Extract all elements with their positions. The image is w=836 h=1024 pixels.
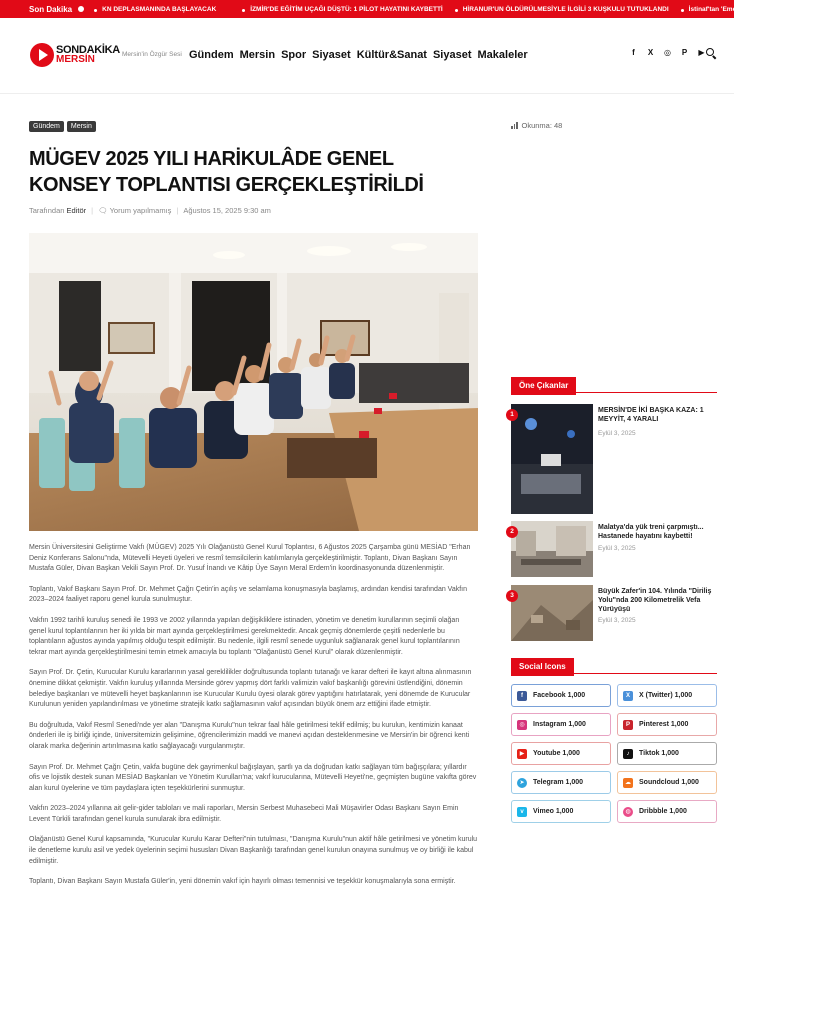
main-nav (189, 49, 528, 61)
site-tagline: Mersin'in Özgür Sesi (122, 51, 182, 58)
social-section-header: Social Icons (511, 656, 717, 674)
nav-item-kultur-sanat[interactable]: Kültür&Sanat (356, 49, 427, 61)
tiktok-icon: ♪ (623, 749, 633, 759)
comment-icon: 🗨 (98, 206, 108, 215)
featured-title[interactable]: MERSİN'DE İKİ BAŞKA KAZA: 1 MEYYİT, 4 YARALI (598, 407, 704, 423)
article-categories (29, 121, 96, 132)
article-paragraph: Vakfın 1992 tarihli kuruluş senedi ile 1993 ve 2002 yıllarında yapılan değişikliklere istinaden, yönetim ve denetim kurullarının seçimli olağan genel kurul toplantılarının her iki yılda bir mart ayında gerçekleştirilmesi gerekmektedir. Ancak geçmiş dönemlerde çeşitli nedenlerle bu toplantıların ağustos ayında yapılmış olduğu tespit edilmiştir. Bu nedenle, ilgili resmî senede uygunluk sağlanarak genel kurul toplantılarının tekrar mart ayında gerçekleştirilmesini temin etmek amacıyla bu toplantı "Olağanüstü Genel Kurul" olarak düzenlenmiştir. (29, 616, 460, 656)
featured-title[interactable]: Büyük Zafer'in 104. Yılında "Diriliş Yolu"nda 200 Kilometrelik Vefa Yürüyüşü (598, 588, 712, 613)
article-paragraph: Sayın Prof. Dr. Çetin, Kurucular Kurulu kararlarının yasal gereklilikler doğrultusunda toplantı tutanağı ve karar defteri ile kayıt altına alınmasının önemine dikkat çekmiştir. Vakfın kuruluş yıllarında Mersinde görev yapmış dört farklı valimizin vakıf başkanlığı görevini üstlendiğini, dönemin belediye başkanları ve mütevelli heyet başkanlarının ise Kurucular Kurulu üyesi olarak görev yaptığını hatırlatarak, yeni dönemde de Kurucular Kurulunun yeniden yapılandırılması ve yönetime stratejik katkı sağlamasının vakıf açısından büyük önem arz ettiğini ifade etmiştir. (29, 669, 472, 709)
featured-date: Eylül 3, 2025 (598, 617, 636, 624)
article-paragraph: Toplantı, Vakıf Başkanı Sayın Prof. Dr. Mehmet Çağrı Çetin'in açılış ve selamlama konuşmasıyla başlamış, ardından kendisi tarafından Vakfın 2023–2024 faaliyet raporu genel kurula sunulmuştur. (29, 585, 468, 604)
view-count: Okunma: 48 (511, 121, 562, 130)
social-youtube-button[interactable]: ▶ Youtube 1,000 (511, 742, 611, 765)
ticker-item[interactable]: KN DEPLASMANINDA BAŞLAYACAK (92, 6, 226, 13)
dribbble-icon: ◍ (623, 807, 633, 817)
article-paragraph: Bu doğrultuda, Vakıf Resmî Senedi'nde yer alan "Danışma Kurulu"nun tekrar faal hâle getirilmesi teklif edilmiş; bu kurulun, kentimizin kanaat önderleri ile iş birliği içinde, üniversitemizin gelişimine, öğrencilerimizin maddi ve manevi açıdan desteklenmesine ve Mersin'in bir öğrenci kenti olarak marka değerinin artırılmasına katkı sağlayacağı vurgulanmıştır. (29, 721, 470, 750)
soundcloud-icon: ☁ (623, 778, 633, 788)
header-social-links (629, 48, 706, 57)
site-logo[interactable] (30, 43, 120, 67)
featured-thumbnail[interactable] (511, 404, 593, 514)
social-twitter-button[interactable]: X X (Twitter) 1,000 (617, 684, 717, 707)
ticker-item[interactable]: İZMİR'DE EĞİTİM UÇAĞI DÜŞTÜ: 1 PİLOT HAYATINI KAYBETTİ (240, 6, 452, 13)
facebook-icon[interactable]: f (632, 48, 635, 57)
nav-item-gundem[interactable]: Gündem (189, 49, 234, 61)
article-title: MÜGEV 2025 YILI HARİKULÂDE GENEL KONSEY TOPLANTISI GERÇEKLEŞTİRİLDİ (29, 148, 424, 196)
social-soundcloud-button[interactable]: ☁ Soundcloud 1,000 (617, 771, 717, 794)
featured-item-2[interactable]: 2 Malatya'da yük treni çarpmıştı... Hastanede hayatını kaybetti! Eylül 3, 2025 (511, 521, 717, 579)
nav-item-spor[interactable]: Spor (281, 49, 307, 61)
featured-item-3[interactable]: 3 Büyük Zafer'in 104. Yılında "Diriliş Yolu"nda 200 Kilometrelik Vefa Yürüyüşü Eylül 3, 2025 (511, 585, 717, 643)
vimeo-icon: v (517, 807, 527, 817)
logo-top-text: SONDAKİKA (56, 44, 120, 56)
pinterest-icon[interactable]: P (681, 48, 688, 57)
nav-item-siyaset-2[interactable]: Siyaset (432, 49, 472, 61)
instagram-icon[interactable]: ◎ (664, 48, 671, 57)
article-meta: Tarafından Editör | 🗨 Yorum yapılmamış | Ağustos 15, 2025 9:30 am (29, 206, 271, 215)
x-twitter-icon: X (623, 691, 633, 701)
site-header (0, 18, 734, 94)
article-date: Ağustos 15, 2025 9:30 am (183, 206, 271, 215)
social-counters (511, 684, 717, 823)
article-paragraph: Mersin Üniversitesini Geliştirme Vakfı (MÜGEV) 2025 Yılı Olağanüstü Genel Kurul Toplantısı, 6 Ağustos 2025 Çarşamba günü MESİAD "Erhan Deniz Konferans Salonu"nda, Mütevelli Heyeti üyeleri ve resmî temsilcilerin katılımlarıyla gerçekleştirilmiştir. Toplantı, Divan Başkanı Sayın Mustafa Güler, Divan Başkan Vekili Sayın Prof. Dr. Yusuf İnandı ve Kâtip Üye Sayın Meral Erdem'in koordinasyonunda düzenlenmiştir. (29, 544, 471, 573)
ticker-item[interactable]: HİRANUR'UN ÖLDÜRÜLMESİYLE İLGİLİ 3 KUŞKULU TUTUKLANDI (453, 6, 679, 13)
social-tiktok-button[interactable]: ♪ Tiktok 1,000 (617, 742, 717, 765)
featured-item-1[interactable]: 1 MERSİN'DE İKİ BAŞKA KAZA: 1 MEYYİT, 4 YARALI Eylül 3, 2025 (511, 404, 717, 514)
featured-section-header: Öne Çıkanlar (511, 375, 717, 393)
facebook-icon: f (517, 691, 527, 701)
ticker-item[interactable]: İstinaf'tan 'Emek Apartmanı' davasında karar (679, 6, 836, 13)
youtube-icon[interactable]: ▶ (698, 48, 705, 57)
social-vimeo-button[interactable]: v Vimeo 1,000 (511, 800, 611, 823)
featured-title[interactable]: Malatya'da yük treni çarpmıştı... Hastanede hayatını kaybetti! (598, 524, 704, 540)
meeting-photo-illustration (29, 233, 478, 531)
logo-bottom-text: MERSİN (56, 54, 95, 65)
social-facebook-button[interactable]: f Facebook 1,000 (511, 684, 611, 707)
social-telegram-button[interactable]: ➤ Telegram 1,000 (511, 771, 611, 794)
featured-date: Eylül 3, 2025 (598, 545, 636, 552)
social-instagram-button[interactable]: ◎ Instagram 1,000 (511, 713, 611, 736)
article-hero-image (29, 233, 478, 531)
article-paragraph: Sayın Prof. Dr. Mehmet Çağrı Çetin, vakfa bugüne dek gayrimenkul bağışlayan, şartlı ya da doğrudan katkı sağlayan tüm bağışçılara; yıllardır ofis ve lojistik destek sunan MESİAD Başkanları ve Yönetim Kurulları'na; vakıf kurucularına, Mütevelli Heyeti'ne, geçmişten bugüne vakıfta görev alan kurul üyelerine ve tüm paydaşlara içten teşekkürlerini sunmuştur. (29, 763, 477, 792)
pinterest-icon: P (623, 720, 633, 730)
social-dribbble-button[interactable]: ◍ Dribbble 1,000 (617, 800, 717, 823)
live-dot-icon (78, 6, 84, 12)
article-body (29, 543, 478, 898)
article-paragraph: Olağanüstü Genel Kurul kapsamında, "Kurucular Kurulu Karar Defteri"nin tutulması, "Danışma Kurulu"nun aktif hâle getirilmesi ve yönetim kurulu ile denetleme kurulu asil ve yedek üyelerinin seçimi hususları Divan Başkanlığı tarafından genel kurulun onayına sunulmuş ve oy birliği ile kabul edilmiştir. (29, 836, 478, 865)
featured-thumbnail[interactable] (511, 521, 593, 577)
telegram-icon: ➤ (517, 778, 527, 788)
ticker-items (92, 6, 836, 13)
article-paragraph: Toplantı, Divan Başkanı Sayın Mustafa Güler'in, yeni dönemin vakıf için hayırlı olması temennisi ve teşekkür konuşmalarıyla sona ermiştir. (29, 878, 456, 886)
featured-thumbnail[interactable] (511, 585, 593, 641)
featured-date: Eylül 3, 2025 (598, 430, 636, 437)
breaking-news-ticker (0, 0, 827, 18)
breaking-news-label: Son Dakika (0, 5, 92, 14)
search-icon[interactable] (706, 48, 717, 59)
category-badge-mersin[interactable]: Mersin (67, 121, 96, 132)
author-link[interactable]: Editör (66, 206, 87, 215)
nav-item-makaleler[interactable]: Makaleler (477, 49, 528, 61)
nav-item-mersin[interactable]: Mersin (239, 49, 276, 61)
bar-chart-icon (511, 122, 518, 129)
nav-item-siyaset[interactable]: Siyaset (312, 49, 351, 61)
play-logo-icon (30, 43, 54, 67)
category-badge-gundem[interactable]: Gündem (29, 121, 64, 132)
social-pinterest-button[interactable]: P Pinterest 1,000 (617, 713, 717, 736)
instagram-icon: ◎ (517, 720, 527, 730)
article-paragraph: Vakfın 2023–2024 yıllarına ait gelir-gider tabloları ve mali raporları, Mersin Serbest Muhasebeci Mali Müşavirler Odası Başkanı Sayın Emin Levent Türkili tarafından genel kurula sunularak ibra edilmiştir. (29, 805, 459, 823)
youtube-icon: ▶ (517, 749, 527, 759)
x-twitter-icon[interactable]: X (647, 48, 654, 57)
comments-link[interactable]: Yorum yapılmamış (109, 206, 172, 215)
